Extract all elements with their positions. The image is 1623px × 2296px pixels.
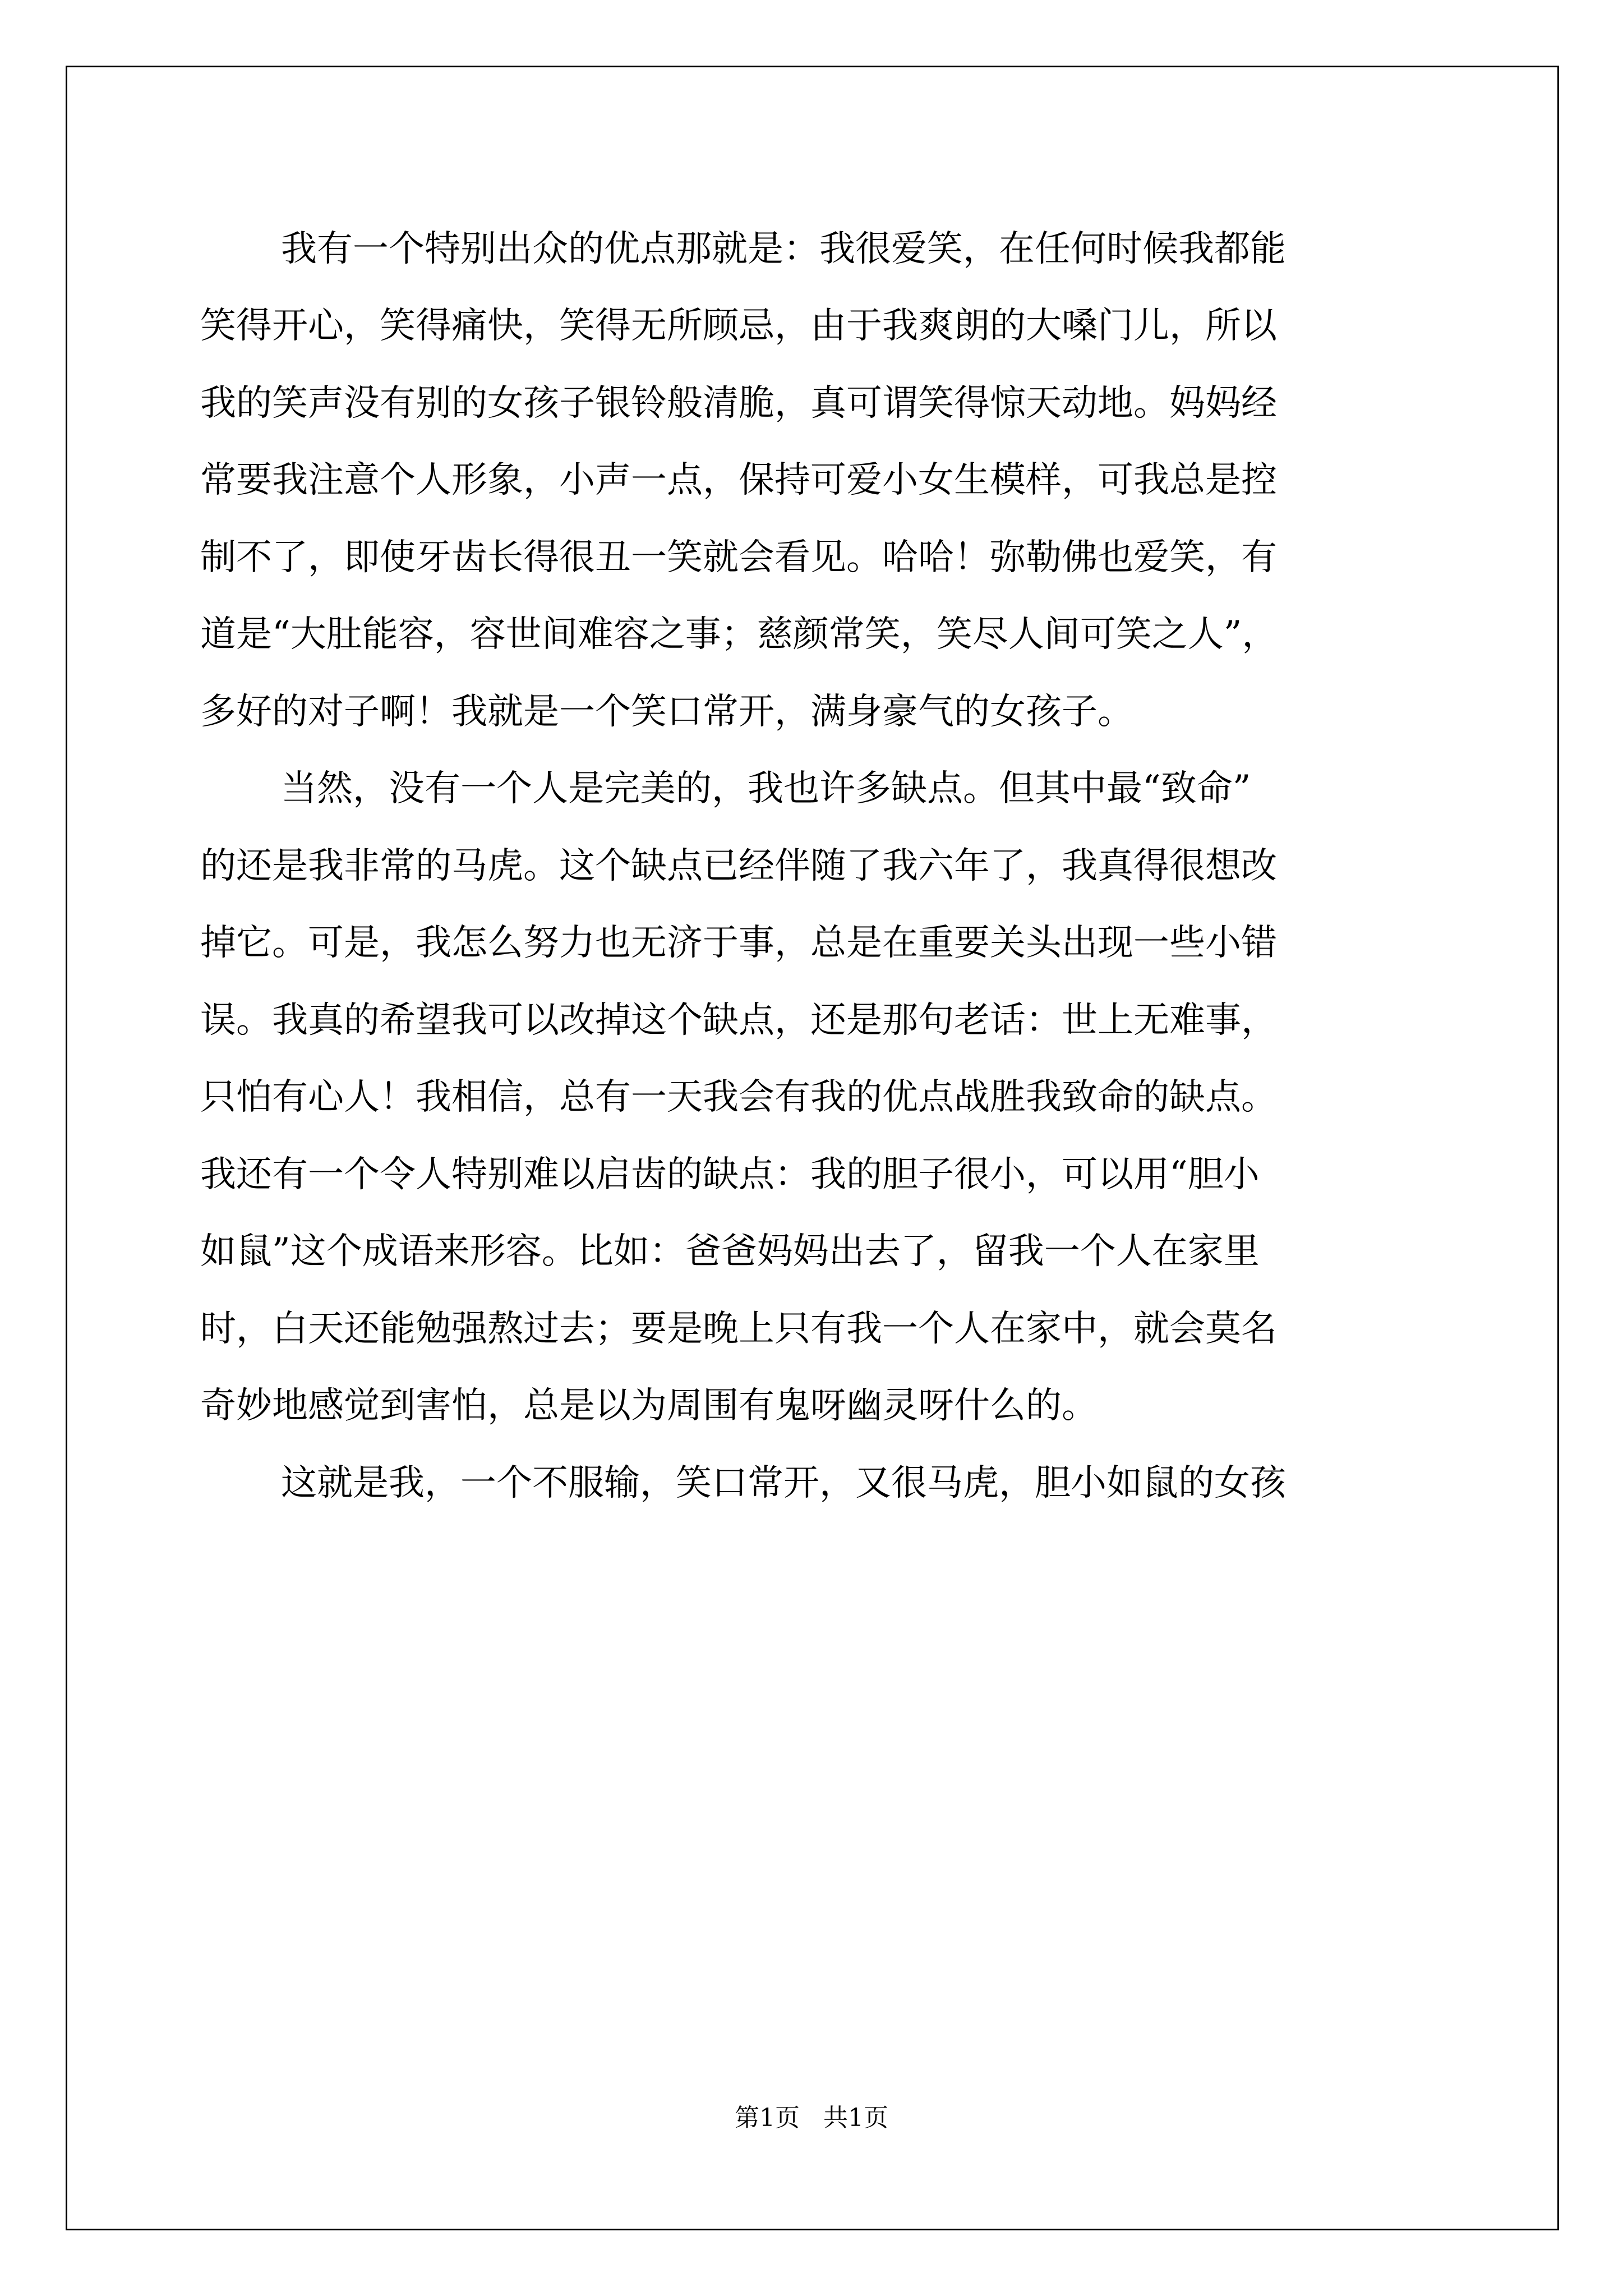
text-line: 制不了，即使牙齿长得很丑一笑就会看见。哈哈！弥勒佛也爱笑，有 <box>200 537 1277 578</box>
text-line: 误。我真的希望我可以改掉这个缺点，还是那句老话：世上无难事， <box>200 1000 1277 1041</box>
text-line: 当然，没有一个人是完美的，我也许多缺点。但其中最“致命” <box>281 768 1251 809</box>
text-line: 奇妙地感觉到害怕，总是以为周围有鬼呀幽灵呀什么的。 <box>200 1385 1098 1427</box>
text-line: 这就是我，一个不服输，笑口常开，又很马虎，胆小如鼠的女孩 <box>281 1462 1286 1504</box>
text-line: 时，白天还能勉强熬过去；要是晚上只有我一个人在家中，就会莫名 <box>200 1308 1277 1350</box>
text-line: 我的笑声没有别的女孩子银铃般清脆，真可谓笑得惊天动地。妈妈经 <box>200 383 1277 424</box>
text-line: 我还有一个令人特别难以启齿的缺点：我的胆子很小，可以用“胆小 <box>200 1154 1260 1195</box>
text-line: 笑得开心，笑得痛快，笑得无所顾忌，由于我爽朗的大嗓门儿，所以 <box>200 305 1277 347</box>
text-line: 掉它。可是，我怎么努力也无济于事，总是在重要关头出现一些小错 <box>200 922 1277 964</box>
text-line: 多好的对子啊！我就是一个笑口常开，满身豪气的女孩子。 <box>200 691 1133 733</box>
text-line: 如鼠”这个成语来形容。比如：爸爸妈妈出去了，留我一个人在家里 <box>200 1231 1260 1272</box>
text-line: 只怕有心人！我相信，总有一天我会有我的优点战胜我致命的缺点。 <box>200 1076 1277 1118</box>
text-line: 的还是我非常的马虎。这个缺点已经伴随了我六年了，我真得很想改 <box>200 845 1277 887</box>
text-line: 我有一个特别出众的优点那就是：我很爱笑，在任何时候我都能 <box>281 228 1286 270</box>
text-line: 道是“大肚能容，容世间难容之事；慈颜常笑，笑尽人间可笑之人”， <box>200 614 1278 655</box>
text-line: 常要我注意个人形象，小声一点，保持可爱小女生模样，可我总是控 <box>200 459 1277 501</box>
page-number-footer: 第1页 共1页 <box>735 2104 888 2132</box>
